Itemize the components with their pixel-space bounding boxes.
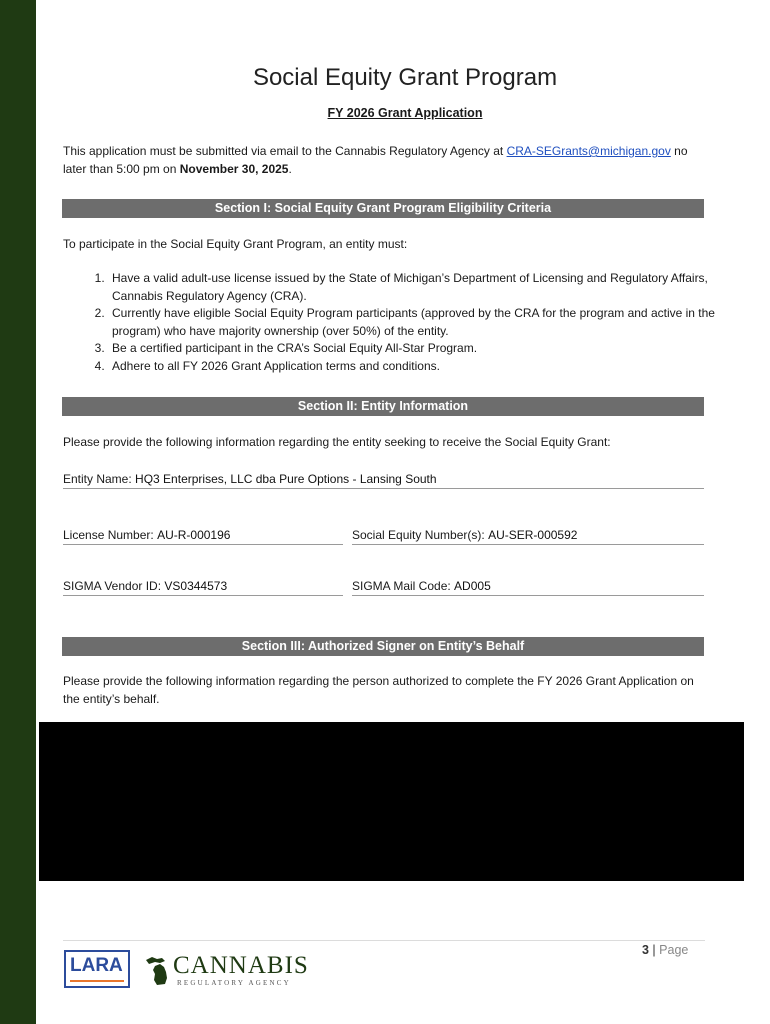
- sigma-mail-code-label: SIGMA Mail Code:: [352, 579, 451, 593]
- cannabis-regulatory-agency-logo: [143, 952, 308, 990]
- page-subtitle: FY 2026 Grant Application: [327, 106, 483, 120]
- criteria-item: 1. Have a valid adult-use license issued by the State of Michigan’s Department of Licensing and Regulatory Affairs, Cannabis Regulatory Agency (CRA).: [108, 270, 728, 305]
- michigan-map-icon: [143, 954, 173, 988]
- section3-heading: Section III: Authorized Signer on Entity’s Behalf: [62, 637, 704, 656]
- criteria-item: 4. Adhere to all FY 2026 Grant Application terms and conditions.: [108, 358, 728, 376]
- page-word: Page: [659, 943, 689, 957]
- entity-name-label: Entity Name:: [63, 472, 132, 486]
- page-number-value: 3: [642, 943, 649, 957]
- intro-text-end: .: [288, 162, 292, 176]
- criteria-item: 3. Be a certified participant in the CRA’s Social Equity All-Star Program.: [108, 340, 728, 358]
- intro-text-before: This application must be submitted via email to the Cannabis Regulatory Agency at: [63, 144, 507, 158]
- lara-logo-text: LARA: [70, 955, 123, 976]
- sigma-vendor-id-label: SIGMA Vendor ID:: [63, 579, 162, 593]
- entity-name-value: HQ3 Enterprises, LLC dba Pure Options - Lansing South: [135, 472, 437, 486]
- lara-logo-underline: [70, 980, 124, 982]
- lara-logo: [64, 950, 130, 988]
- section2-lead: Please provide the following information regarding the entity seeking to receive the Social Equity Grant:: [63, 435, 611, 449]
- sigma-mail-code-value: AD005: [454, 579, 491, 593]
- email-link[interactable]: CRA-SEGrants@michigan.gov: [506, 144, 671, 158]
- page-number-separator: |: [648, 943, 660, 957]
- license-number-label: License Number:: [63, 528, 154, 542]
- cra-logo-name: CANNABIS: [173, 952, 309, 979]
- entity-name-field[interactable]: [63, 470, 704, 489]
- intro-paragraph: [63, 142, 703, 178]
- eligibility-criteria-list: [63, 270, 728, 375]
- license-number-field[interactable]: [63, 526, 343, 545]
- criteria-item: 2. Currently have eligible Social Equity Program participants (approved by the CRA for the program and active in the program) who have majority ownership (over 50%) of the entity.: [108, 305, 728, 340]
- license-number-value: AU-R-000196: [157, 528, 231, 542]
- sigma-mail-code-field[interactable]: [352, 577, 704, 596]
- left-margin-bar: [0, 0, 36, 1024]
- intro-text-middle: no later than 5:00 pm on: [63, 144, 688, 176]
- social-equity-number-label: Social Equity Number(s):: [352, 528, 485, 542]
- section3-lead: Please provide the following information regarding the person authorized to complete the FY 2026 Grant Application on the entity’s behalf.: [63, 674, 694, 706]
- page-title: Social Equity Grant Program: [252, 64, 558, 91]
- deadline-date: November 30, 2025: [179, 162, 289, 176]
- section2-heading: Section II: Entity Information: [62, 397, 704, 416]
- sigma-vendor-id-value: VS0344573: [164, 579, 228, 593]
- sigma-vendor-id-field[interactable]: [63, 577, 343, 596]
- section1-lead: To participate in the Social Equity Grant Program, an entity must:: [63, 237, 408, 251]
- footer-divider: [63, 940, 705, 941]
- page-number: [642, 943, 688, 957]
- social-equity-number-field[interactable]: [352, 526, 704, 545]
- cra-logo-subtitle: REGULATORY AGENCY: [177, 979, 291, 987]
- redacted-block: [39, 722, 744, 881]
- section1-heading: Section I: Social Equity Grant Program Eligibility Criteria: [62, 199, 704, 218]
- social-equity-number-value: AU-SER-000592: [488, 528, 578, 542]
